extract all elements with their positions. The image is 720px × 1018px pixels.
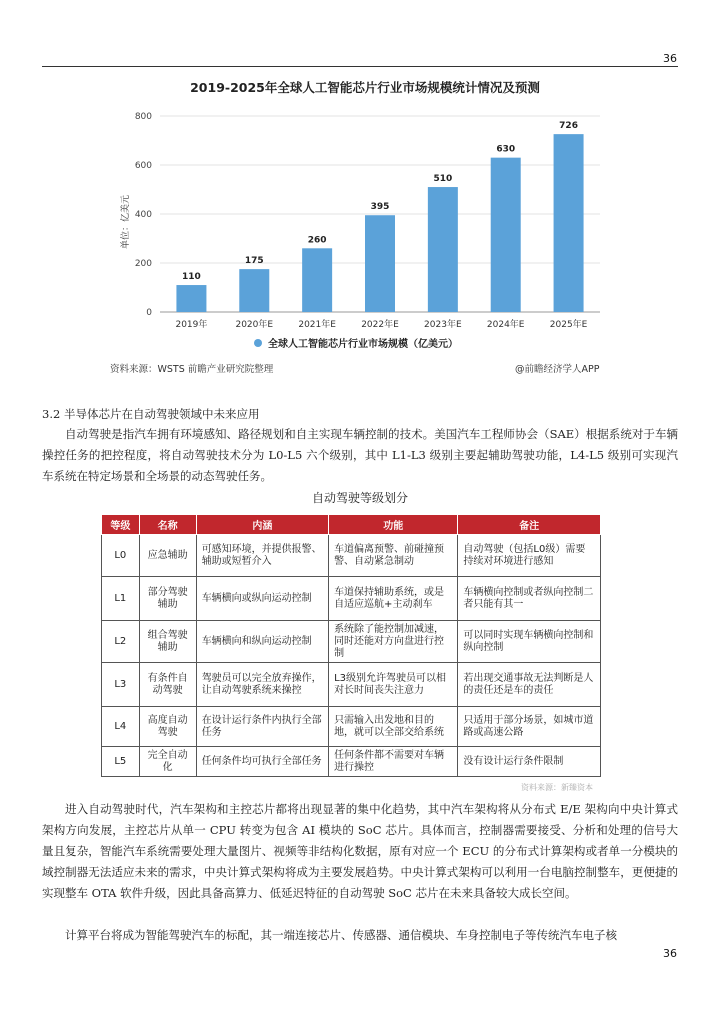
table-source: 资料来源：新臻资本 xyxy=(521,783,593,792)
chart-source-right: @前瞻经济学人APP xyxy=(515,364,600,375)
chart-legend-label: 全球人工智能芯片行业市场规模（亿美元） xyxy=(268,339,458,350)
header-level: 等级 xyxy=(102,515,140,535)
description-cell: 可感知环境，并提供报警、辅助或短暂介入 xyxy=(196,535,328,577)
y-tick-label: 800 xyxy=(134,112,152,122)
chart-canvas xyxy=(100,72,630,372)
name-cell: 部分驾驶辅助 xyxy=(139,577,196,621)
function-cell: 只需输入出发地和目的地，就可以全部交给系统 xyxy=(329,707,458,747)
header-name: 名称 xyxy=(139,515,196,535)
function-cell: L3级别允许驾驶员可以相对长时间丧失注意力 xyxy=(329,663,458,707)
body-paragraph: 进入自动驾驶时代，汽车架构和主控芯片都将出现显著的集中化趋势，其中汽车架构将从分布式 E/E 架构向中央计算式架构方向发展，主控芯片从单一 CPU 转变为包含 AI 模块的 SoC 芯片。具体而言，控制器需要接受、分析和处理的信号大量且复杂，智能汽车系统需要处理大量图片、视频等非结构化数据，原有对应一个 ECU 的分布式计算架构或者单一分模块的域控制器无法适应未来的需求，中央计算式架构将成为主要发展趋势。中央计算式架构可以利用一台电脑控制整车，更便捷的实现整车 OTA 软件升级，因此具备高算力、低延迟特征的自动驾驶 SoC 芯片在未来具备较大成长空间。 xyxy=(42,802,678,900)
name-cell: 高度自动驾驶 xyxy=(139,707,196,747)
table-title: 自动驾驶等级划分 xyxy=(311,491,408,505)
bar xyxy=(176,285,206,312)
name-cell: 应急辅助 xyxy=(139,535,196,577)
autonomy-levels-table xyxy=(101,514,601,777)
chart-title: 2019-2025年全球人工智能芯片行业市场规模统计情况及预测 xyxy=(190,80,540,95)
y-tick-label: 600 xyxy=(134,161,152,171)
chart-y-ticks xyxy=(135,112,152,318)
x-tick-label: 2021年E xyxy=(298,320,336,330)
name-cell: 组合驾驶辅助 xyxy=(139,621,196,663)
x-tick-label: 2022年E xyxy=(361,320,399,330)
note-cell: 若出现交通事故无法判断是人的责任还是车的责任 xyxy=(458,663,601,707)
bar-value-label: 175 xyxy=(244,256,264,267)
function-cell: 系统除了能控制加减速，同时还能对方向盘进行控制 xyxy=(329,621,458,663)
intro-paragraph: 自动驾驶是指汽车拥有环境感知、路径规划和自主实现车辆控制的技术。美国汽车工程师协会（SAE）根据系统对于车辆操控任务的把控程度，将自动驾驶技术分为 L0-L5 六个级别，其中 L1-L3 级别主要起辅助驾驶功能，L4-L5 级别可实现汽车系统在特定场景和全场景的动态驾驶任务。 xyxy=(42,427,678,483)
table-row xyxy=(102,535,601,577)
table-row xyxy=(102,663,601,707)
description-cell: 驾驶员可以完全放弃操作，让自动驾驶系统来操控 xyxy=(196,663,328,707)
page-number-top: 36 xyxy=(663,52,677,65)
bar-value-label: 395 xyxy=(370,202,390,213)
name-cell: 完全自动化 xyxy=(139,747,196,777)
bar-value-label: 260 xyxy=(307,235,327,246)
x-tick-label: 2019年 xyxy=(175,320,208,330)
level-cell: L4 xyxy=(102,707,140,747)
description-cell: 车辆横向和纵向运动控制 xyxy=(196,621,328,663)
header-function: 功能 xyxy=(329,515,458,535)
function-cell: 车道保持辅助系统，或是自适应巡航+主动刹车 xyxy=(329,577,458,621)
chart-y-axis-label: 单位：亿美元 xyxy=(121,194,131,250)
y-tick-label: 0 xyxy=(146,308,152,318)
name-cell: 有条件自动驾驶 xyxy=(139,663,196,707)
table-row xyxy=(102,747,601,777)
body-paragraph-continued: 计算平台将成为智能驾驶汽车的标配，其一端连接芯片、传感器、通信模块、车身控制电子等传统汽车电子核 xyxy=(65,928,617,942)
description-cell: 车辆横向或纵向运动控制 xyxy=(196,577,328,621)
bar-value-label: 510 xyxy=(433,174,453,185)
x-tick-label: 2025年E xyxy=(549,320,588,330)
bar-value-label: 110 xyxy=(182,272,201,283)
bar-value-label: 630 xyxy=(496,144,516,155)
table-row xyxy=(102,621,601,663)
function-cell: 任何条件都不需要对车辆进行操控 xyxy=(329,747,458,777)
bar xyxy=(365,215,395,312)
chart-bars xyxy=(176,134,583,312)
bar xyxy=(239,269,269,312)
bar xyxy=(302,248,332,312)
note-cell: 车辆横向控制或者纵向控制二者只能有其一 xyxy=(458,577,601,621)
description-cell: 任何条件均可执行全部任务 xyxy=(196,747,328,777)
level-cell: L0 xyxy=(102,535,140,577)
bar xyxy=(554,134,584,312)
section-heading: 3.2 半导体芯片在自动驾驶领域中未来应用 xyxy=(42,407,260,421)
description-cell: 在设计运行条件内执行全部任务 xyxy=(196,707,328,747)
page-number-bottom: 36 xyxy=(663,947,677,960)
level-cell: L1 xyxy=(102,577,140,621)
header-rule xyxy=(42,66,678,67)
y-tick-label: 200 xyxy=(134,259,152,269)
header-note: 备注 xyxy=(458,515,601,535)
bar xyxy=(428,187,458,312)
note-cell: 可以同时实现车辆横向控制和纵向控制 xyxy=(458,621,601,663)
x-tick-label: 2024年E xyxy=(486,320,525,330)
y-tick-label: 400 xyxy=(134,210,152,220)
note-cell: 自动驾驶（包括L0级）需要持续对环境进行感知 xyxy=(458,535,601,577)
table-row xyxy=(102,577,601,621)
bar-value-label: 726 xyxy=(559,121,578,132)
x-tick-label: 2023年E xyxy=(424,320,462,330)
header-description: 内涵 xyxy=(196,515,328,535)
chart-x-ticks xyxy=(175,318,587,330)
note-cell: 只适用于部分场景，如城市道路或高速公路 xyxy=(458,707,601,747)
x-tick-label: 2020年E xyxy=(235,320,274,330)
table-header-row xyxy=(102,515,601,535)
level-cell: L5 xyxy=(102,747,140,777)
level-cell: L2 xyxy=(102,621,140,663)
market-size-chart xyxy=(100,72,630,382)
bar xyxy=(491,158,521,312)
legend-swatch xyxy=(254,339,262,347)
chart-source: 资料来源：WSTS 前瞻产业研究院整理 xyxy=(110,364,274,375)
table-row xyxy=(102,707,601,747)
level-cell: L3 xyxy=(102,663,140,707)
function-cell: 车道偏离预警、前碰撞预警、自动紧急制动 xyxy=(329,535,458,577)
note-cell: 没有设计运行条件限制 xyxy=(458,747,601,777)
